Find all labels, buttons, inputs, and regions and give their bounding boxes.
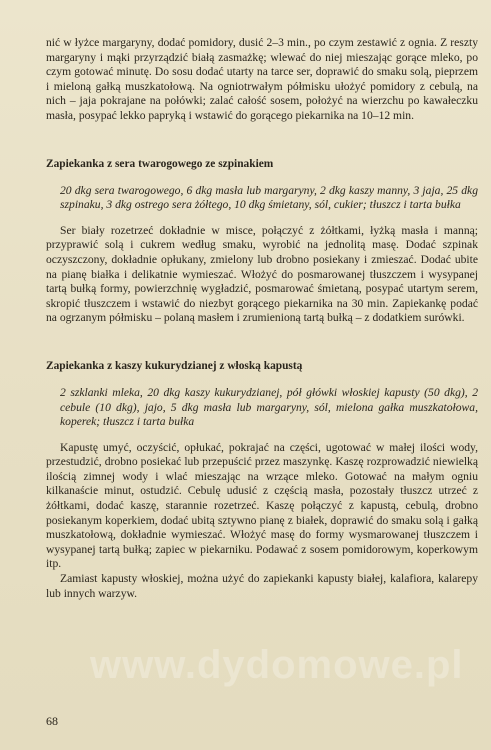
recipe-method: Kapustę umyć, oczyścić, opłukać, pokrajać na części, ugotować w małej ilości wody, przestudzić, drobno posiekać lub przepuścić przez maszynkę. Kaszę rozprowadzić niewielką ilością zimnej wody i wlać mieszając na wrzące mleko. Gotować na małym ogniu kilkanaście minut, ostudzić. Cebulę udusić z częścią masła, pozostały tłuszcz utrzeć z żółtkami, dodać kaszę, starannie rozetrzeć. Kaszę połączyć z kapustą, cebulą, drobno posiekanym koperkiem, dodać ubitą sztywno pianę z białek, doprawić do smaku solą i gałką muszkatołową, dokładnie wymieszać. Włożyć masę do formy wysmarowanej tłuszczem i wysypanej tartą bułką; zapiec w piekarniku. Podawać z sosem pomidorowym, koperkowym itp. <box>46 440 478 571</box>
watermark: www.dydomowe.pl <box>90 643 464 687</box>
recipe-ingredients: 2 szklanki mleka, 20 dkg kaszy kukurydzianej, pół główki włoskiej kapusty (50 dkg), 2 cebule (10 dkg), jajo, 5 dkg masła lub margaryny, sól, mielona gałka muszkatołowa, koperek; tłuszcz i tarta bułka <box>60 385 478 429</box>
intro-paragraph: nić w łyżce margaryny, dodać pomidory, dusić 2–3 min., po czym zestawić z ognia. Z reszty margaryny i mąki przyrządzić białą zasmażkę; wlewać do niej mieszając gorące mleko, po czym gotować minutę. Do sosu dodać utarty na tarce ser, doprawić do smaku solą, pieprzem i mieloną gałką muszkatołową. Na ogniotrwałym półmisku ułożyć pomidory z cebulą, na nich – jaja pokrajane na połówki; zalać całość sosem, położyć na wierzchu po kawałeczku masła, posypać lekko papryką i wstawić do gorącego piekarnika na 10–12 min. <box>46 36 478 122</box>
text-column <box>46 36 478 601</box>
recipe-title: Zapiekanka z kaszy kukurydzianej z włoską kapustą <box>46 359 303 372</box>
recipe-title: Zapiekanka z sera twarogowego ze szpinakiem <box>46 157 274 170</box>
recipe-note: Zamiast kapusty włoskiej, można użyć do zapiekanki kapusty białej, kalafiora, kalarepy lub innych warzyw. <box>46 572 478 600</box>
recipe-ingredients: 20 dkg sera twarogowego, 6 dkg masła lub margaryny, 2 dkg kaszy manny, 3 jaja, 25 dkg szpinaku, 3 dkg ostrego sera żółtego, 10 dkg śmietany, sól, cukier; tłuszcz i tarta bułka <box>60 183 478 212</box>
page-number: 68 <box>46 714 58 728</box>
recipe-method: Ser biały rozetrzeć dokładnie w misce, połączyć z żółtkami, łyżką masła i manną; przyprawić solą i cukrem według smaku, wyrobić na jednolitą masę. Dodać szpinak oczyszczony, dokładnie opłukany, zmielony lub drobno posiekany i zmieszać. Dodać ubite na pianę białka i delikatnie wymieszać. Włożyć do posmarowanej tłuszczem i wysypanej tartą bułką formy, powierzchnię wygładzić, posmarować śmietaną, posypać utartym serem, skropić tłuszczem i wstawić do niezbyt gorącego piekarnika na 30 min. Zapiekankę podać na ogrzanym półmisku – polaną masłem i zrumienioną tartą bułką – z dodatkiem surówki. <box>46 223 478 325</box>
